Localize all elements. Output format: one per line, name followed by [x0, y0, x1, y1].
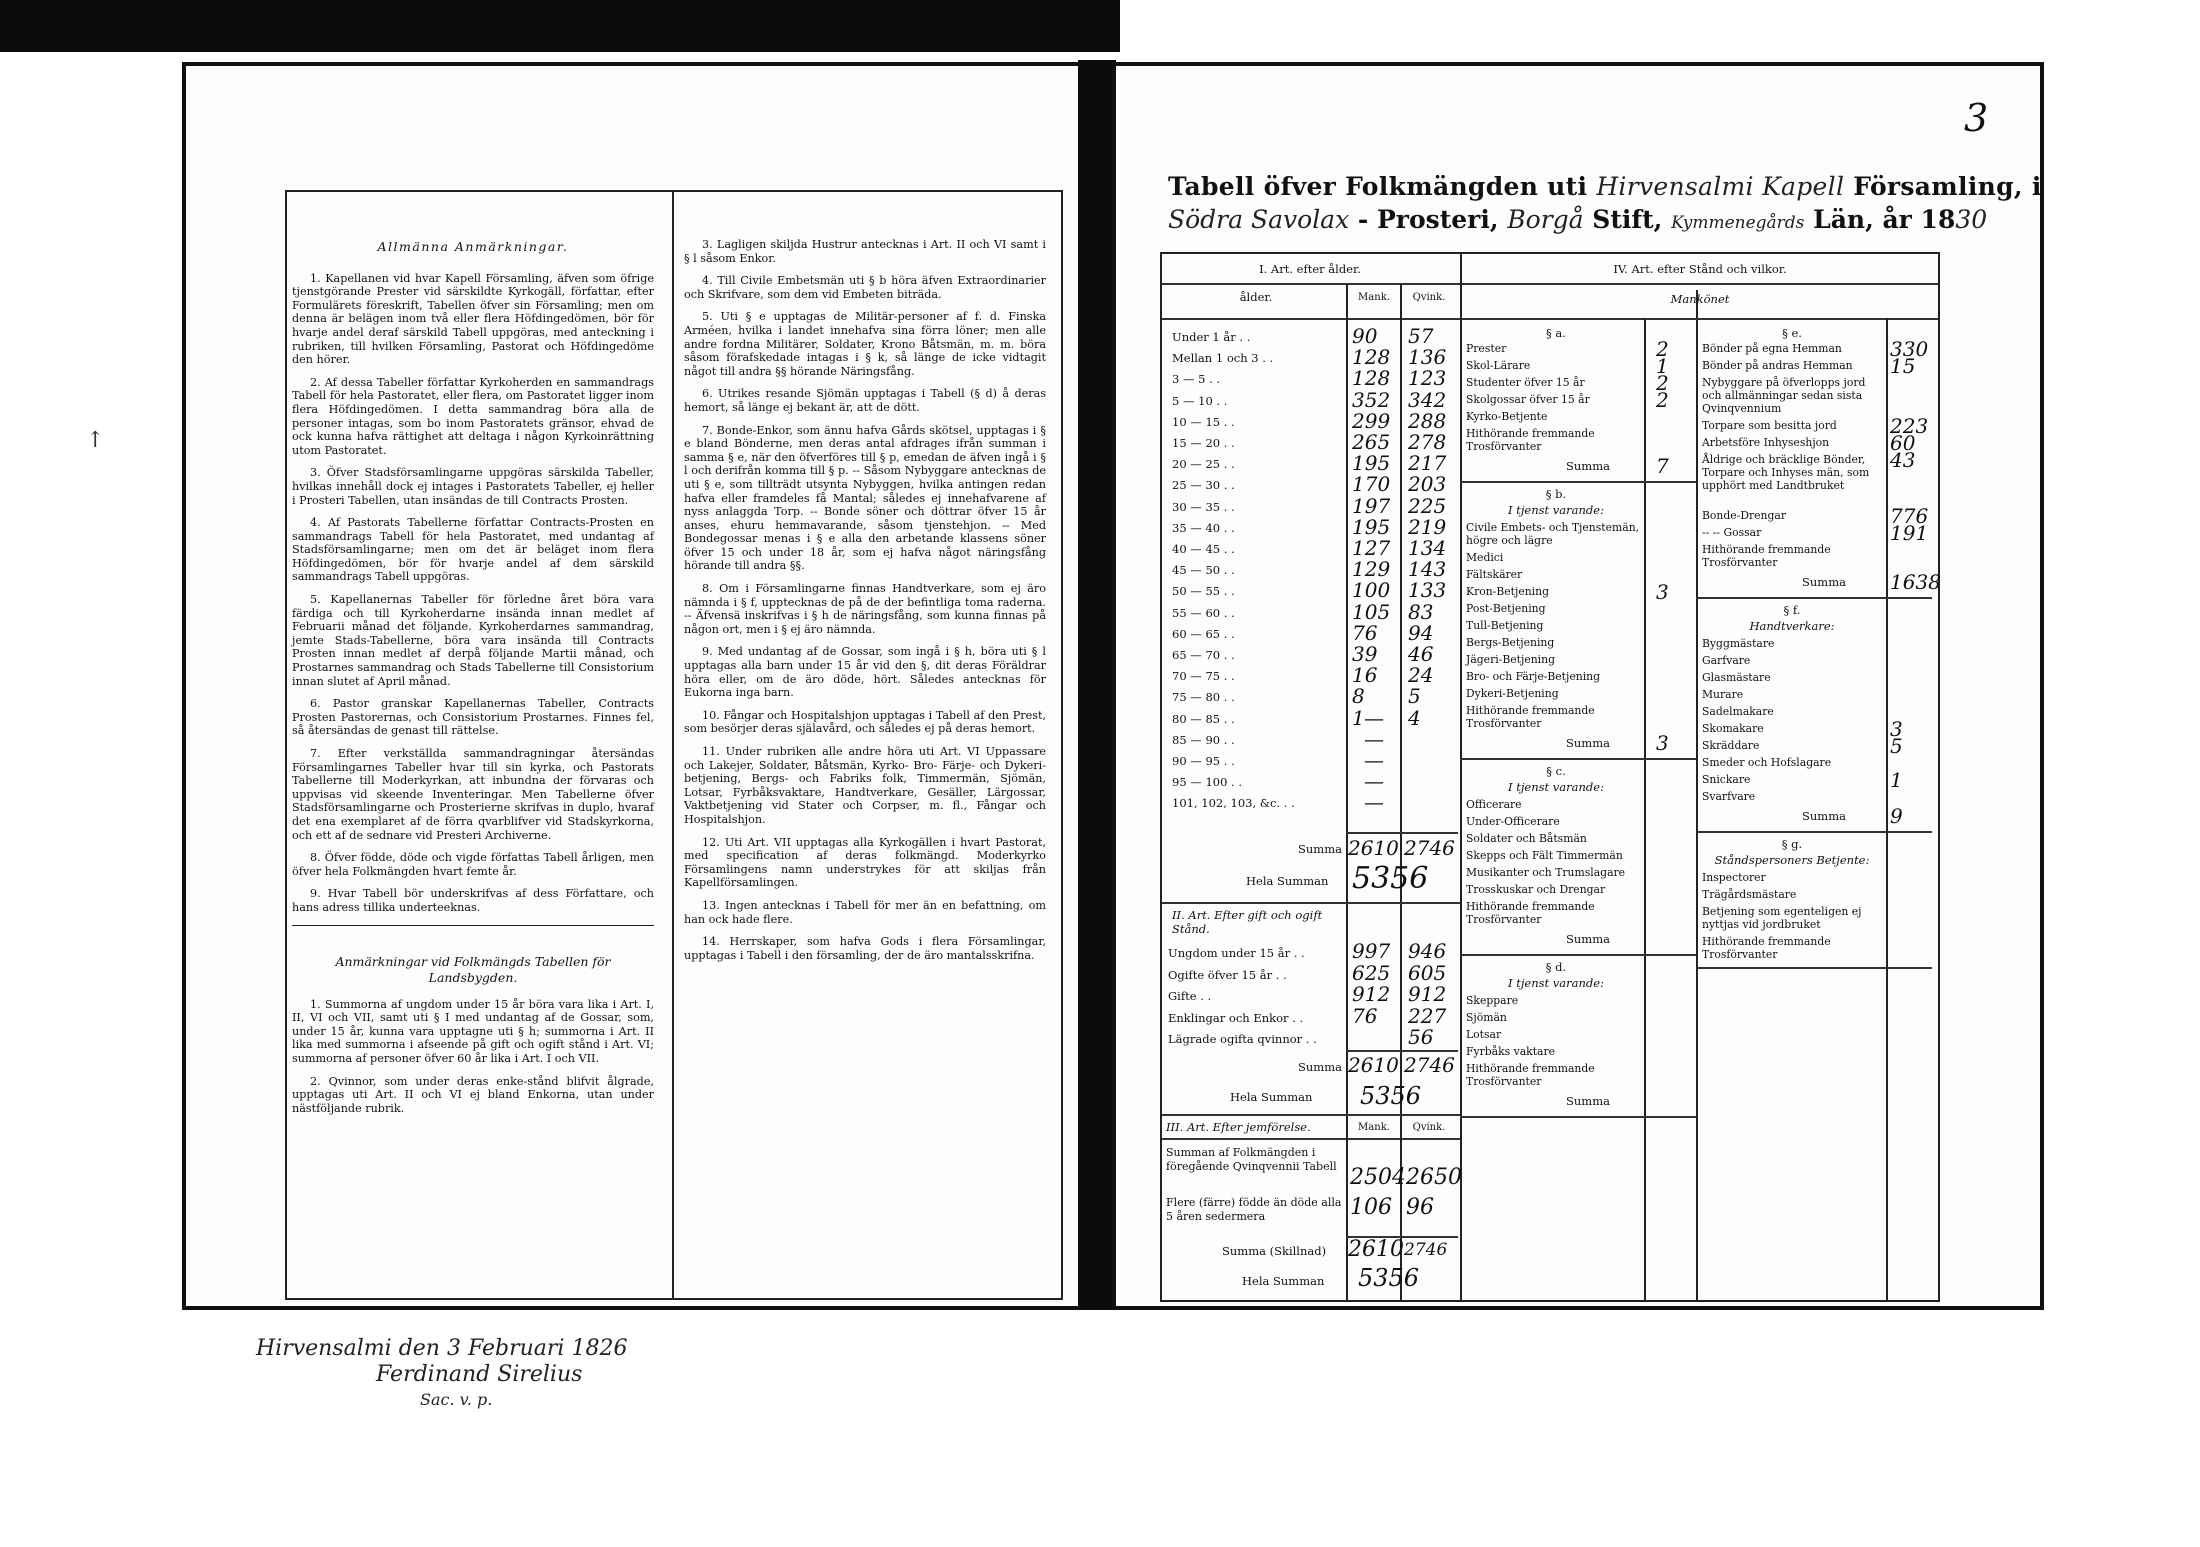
art3-col-q: Qvink.	[1412, 1122, 1446, 1133]
category-label: Bönder på andras Hemman	[1702, 359, 1853, 372]
category-label: Torpare som besitta jord	[1702, 419, 1837, 432]
general-notes-heading: Allmänna Anmärkningar.	[377, 239, 569, 254]
instruction-paragraph: 4. Till Civile Embetsmän uti § b höra äfven Extraordinarier och Skrifvare, som dem vid Embeten biträda.	[684, 274, 1046, 301]
art1-header: I. Art. efter ålder.	[1259, 262, 1361, 276]
male-count: 128	[1352, 366, 1391, 391]
category-label: Bro- och Färje-Betjening	[1466, 670, 1601, 683]
art1-summa-m: 2610	[1348, 836, 1399, 860]
section-summa-label-a: Summa	[1566, 459, 1610, 473]
category-label: Åldrige och bräcklige Bönder, Torpare och Inhyses män, som upphört med Landtbruket	[1702, 453, 1870, 492]
category-count: 1	[1890, 768, 1903, 792]
category-label: Skräddare	[1702, 739, 1760, 752]
section-subtitle-b: I tjenst varande:	[1508, 503, 1604, 517]
landsbygd-notes-heading: Anmärkningar vid Folkmängds Tabellen för Landsbygden.	[335, 953, 611, 985]
art1-colhead-rule	[1162, 318, 1460, 320]
art3-summa-q: 2746	[1404, 1240, 1448, 1260]
male-count: 625	[1352, 960, 1391, 985]
male-count: 2504	[1350, 1165, 1406, 1190]
category-label: Inspectorer	[1702, 871, 1766, 884]
section-summa-label-d: Summa	[1566, 1094, 1610, 1108]
age-group-label: 75 — 80 . .	[1172, 690, 1235, 705]
art4-mid-separator	[1696, 290, 1698, 1300]
section-title-g: § g.	[1781, 837, 1803, 851]
category-label: Medici	[1466, 551, 1504, 564]
scan-black-bar	[0, 0, 1120, 52]
female-count: 219	[1408, 514, 1447, 539]
category-count: 330	[1890, 337, 1929, 361]
male-count: 997	[1352, 939, 1391, 963]
art2-m-col-rule	[1346, 904, 1348, 1114]
art2-header: II. Art. Efter gift och ogift Stånd.	[1172, 908, 1323, 936]
female-count: 203	[1408, 472, 1447, 497]
table-bottom-rule	[1160, 1300, 1940, 1302]
female-count: 46	[1408, 642, 1434, 666]
blank-entry-dash: —	[1364, 769, 1384, 794]
signature-line-1: Hirvensalmi den 3 Februari 1826	[256, 1336, 628, 1361]
table-top-rule	[1160, 252, 1940, 254]
male-count: 105	[1352, 599, 1391, 624]
instruction-paragraph: 2. Af dessa Tabeller författar Kyrkoherden en sammandrags Tabell för hela Pastoratet, eller flera, om Pastoratet ligger inom flera Höfdingedömen. I detta sammandrag böra alla de personer intagas, som bo inom Pastoratets gränsor, ehvad de ock kunna hafva rättighet att deltaga i någon Kyrkoinrättning utom Pastoratet.	[292, 375, 654, 457]
male-count: 195	[1352, 451, 1391, 476]
male-count: 195	[1352, 514, 1391, 539]
category-label: Bönder på egna Hemman	[1702, 342, 1842, 355]
art1-header-rule	[1162, 283, 1460, 285]
art2-summa-label: Summa	[1298, 1060, 1342, 1074]
category-label: -- -- Gossar	[1702, 526, 1762, 539]
age-group-label: 101, 102, 103, &c. . .	[1172, 796, 1295, 811]
category-label: Skeppare	[1466, 994, 1519, 1007]
art1-col-m: Mank.	[1358, 292, 1390, 303]
age-group-label: 25 — 30 . .	[1172, 478, 1235, 493]
instruction-paragraph: 12. Uti Art. VII upptagas alla Kyrkogällen i hvart Pastorat, med specification af deras folkmängd. Moderkyrko Församlingens namn understrykes för att skiljas från Kapellförsamlingen.	[684, 835, 1046, 890]
age-group-label: 60 — 65 . .	[1172, 626, 1235, 641]
category-label: Dykeri-Betjening	[1466, 687, 1559, 700]
art4-subheader: Mankönet	[1670, 292, 1730, 306]
category-label: Murare	[1702, 688, 1744, 701]
age-group-label: 70 — 75 . .	[1172, 669, 1235, 684]
art4-header: IV. Art. efter Stånd och vilkor.	[1613, 262, 1787, 276]
art1-col-age: ålder.	[1239, 290, 1273, 304]
art1-summa-q: 2746	[1404, 836, 1455, 860]
category-label: Svarfvare	[1702, 790, 1756, 803]
age-group-label: Under 1 år . .	[1172, 330, 1251, 344]
category-count: 5	[1890, 734, 1903, 758]
category-label: Sadelmakare	[1702, 705, 1774, 718]
art1-summa-rule	[1346, 832, 1458, 834]
art3-m-col-rule	[1346, 1116, 1348, 1300]
female-count: 2650	[1406, 1165, 1462, 1190]
art3-header: III. Art. Efter jemförelse.	[1166, 1120, 1311, 1134]
category-label: Kron-Betjening	[1466, 585, 1550, 598]
category-label: Bergs-Betjening	[1466, 636, 1555, 649]
section-summa-value-f: 9	[1890, 804, 1903, 828]
prosteri-label: - Prosteri,	[1357, 205, 1499, 234]
instruction-paragraph: 10. Fångar och Hospitalshjon upptagas i Tabell af den Prest, som besörjer deras själavård, och således ej på deras hemort.	[684, 708, 1046, 736]
age-group-label: 50 — 55 . .	[1172, 584, 1235, 599]
instruction-paragraph: 13. Ingen antecknas i Tabell för mer än en befattning, om han ock hade flere.	[684, 898, 1046, 926]
female-count: 4	[1408, 705, 1421, 730]
instruction-paragraph: 6. Pastor granskar Kapellanernas Tabeller, Contracts Prosten Pastorernas, och Consistorium Prostarnes. Finnes fel, så återsändas de genast till rättelse.	[292, 697, 654, 738]
male-count: 352	[1352, 387, 1391, 412]
instruction-paragraph: 6. Utrikes resande Sjömän upptagas i Tabell (§ d) å deras hemort, så länge ej bekant är, att de dött.	[684, 387, 1046, 414]
section-title-e: § e.	[1782, 326, 1802, 340]
category-label: Skol-Lärare	[1466, 359, 1531, 372]
section-rule-f	[1696, 831, 1932, 833]
category-label: Studenter öfver 15 år	[1466, 376, 1585, 389]
age-group-label: 40 — 45 . .	[1172, 542, 1235, 556]
blank-entry-dash: —	[1364, 726, 1384, 751]
category-label: Skepps och Fält Timmermän	[1466, 849, 1623, 862]
category-label: Prester	[1466, 342, 1507, 355]
category-label: Hithörande fremmande Trosförvanter	[1702, 935, 1831, 961]
male-count: 16	[1352, 663, 1378, 688]
category-count: 15	[1890, 354, 1916, 378]
category-label: Snickare	[1702, 773, 1751, 786]
male-count: 76	[1352, 620, 1378, 645]
male-count: 76	[1352, 1003, 1378, 1028]
section-summa-label-b: Summa	[1566, 736, 1610, 750]
section-summa-value-a: 7	[1656, 454, 1669, 478]
margin-mark: ↑	[86, 428, 105, 453]
section-subtitle-f: Handtverkare:	[1749, 619, 1835, 633]
instruction-paragraph: 3. Öfver Stadsförsamlingarne uppgöras särskilda Tabeller, hvilkas innehåll dock ej intages i Pastoratets Tabeller, ej heller i Prosteri Tabellen, utan insändas de till Contracts Prosten.	[292, 466, 654, 507]
category-count: 2	[1656, 337, 1669, 361]
civil-status-label: Ungdom under 15 år . .	[1168, 946, 1305, 960]
section-rule-b	[1460, 758, 1696, 760]
title-suffix: Församling, i	[1853, 172, 2042, 201]
age-group-label: 95 — 100 . .	[1172, 775, 1243, 790]
category-label: Garfvare	[1702, 654, 1751, 667]
section-summa-value-e: 1638	[1890, 570, 1941, 594]
instruction-paragraph: 2. Qvinnor, som under deras enke-stånd blifvit ålgrade, upptagas uti Art. II och VI ej bland Enkorna, utan under nästföljande rubrik.	[292, 1074, 654, 1115]
category-label: Jägeri-Betjening	[1466, 653, 1556, 666]
category-count: 776	[1890, 504, 1929, 528]
female-count: 5	[1408, 684, 1421, 709]
comparison-label: Flere (färre) födde än döde alla 5 åren sedermera	[1166, 1196, 1342, 1223]
art2-bottom-rule	[1162, 1114, 1460, 1116]
art3-hela-value: 5356	[1358, 1264, 1420, 1292]
instruction-paragraph: 7. Bonde-Enkor, som ännu hafva Gårds skötsel, upptagas i § e bland Bönderne, men deras antal afdrages ifrån summan i samma § e, när den öfverföres till § p, emedan de äfven ingå i § l och derifrån komma till § p. -- Såsom Nybyggare antecknas de uti § e, som tillträdt utsynta Nybyggen, hvilka antingen redan hafva eller framdeles få Mantal; således ej innehafvarene af nyss anlaggda Torp. -- Bonde söner och döttrar öfver 15 år anses, ehuru hemmavarande, såsom tjenstehjon. -- Med Bondegossar menas i § e alla den arbetande klassens söner öfver 15 och under 18 år, som ej hafva något näringsfång hörande till andra §§.	[684, 423, 1046, 573]
category-label: Kyrko-Betjente	[1466, 410, 1548, 423]
female-count: 94	[1408, 620, 1434, 645]
age-group-label: 10 — 15 . .	[1172, 414, 1235, 429]
male-count: 100	[1352, 578, 1391, 603]
instruction-paragraph: 1. Summorna af ungdom under 15 år böra vara lika i Art. I, II, VI och VII, samt uti § I med undantag af de Gossar, som, under 15 år, kunna vara upptagne uti § h; summorna i Art. II lika med summorna i afseende på gift och ogift stånd i Art. VI; summorna af personer öfver 60 år lika i Art. I och VII.	[292, 997, 654, 1065]
category-count: 191	[1890, 521, 1929, 545]
category-count: 223	[1890, 414, 1929, 438]
age-group-label: 45 — 50 . .	[1172, 563, 1235, 578]
instruction-paragraph: 9. Med undantag af de Gossar, som ingå i § h, böra uti § l upptagas alla barn under 15 år vid den §, dit deras Föräldrar höra eller, om de äro döde, hört. Således antecknas för Eukorna inga barn.	[684, 645, 1046, 700]
male-count: 265	[1352, 430, 1391, 454]
female-count: 227	[1408, 1003, 1447, 1028]
blank-entry-dash: —	[1364, 748, 1384, 772]
art2-hela-value: 5356	[1360, 1082, 1422, 1110]
section-subtitle-d: I tjenst varande:	[1508, 976, 1604, 990]
section-rule-e	[1696, 597, 1932, 599]
stift-name: Borgå	[1507, 205, 1584, 234]
table-left-rule	[1160, 252, 1162, 1302]
male-count: 299	[1352, 408, 1391, 433]
age-group-label: 55 — 60 . .	[1172, 605, 1235, 620]
art1-art4-separator	[1460, 252, 1462, 1302]
female-count: 912	[1408, 982, 1447, 1006]
female-count: 123	[1408, 366, 1447, 391]
instruction-paragraph: 8. Öfver födde, döde och vigde författas Tabell årligen, men öfver hela Folkmängden hvart femte år.	[292, 851, 654, 878]
female-count: 96	[1406, 1195, 1434, 1220]
female-count: 57	[1408, 324, 1434, 348]
signature-line-3: Sac. v. p.	[420, 1390, 493, 1409]
male-count: 1	[1352, 705, 1365, 730]
male-count: 170	[1352, 472, 1391, 497]
section-title-a: § a.	[1546, 326, 1566, 340]
form-title-line-2	[1168, 205, 1987, 234]
instruction-paragraph: 4. Af Pastorats Tabellerne författar Contracts-Prosten en sammandrags Tabell för hela Pastoratet, med undantag af Stadsförsamlingarne; men om det är beläget inom flera Höfdingedömen, bör för hvarje andel af dem särskild sammandrags Tabell uppgöras.	[292, 516, 654, 584]
female-count: 134	[1408, 536, 1447, 560]
section-summa-label-e: Summa	[1802, 575, 1846, 589]
lan-name: Kymmenegårds	[1671, 213, 1805, 233]
title-prefix: Tabell öfver Folkmängden uti	[1168, 172, 1588, 201]
section-title-d: § d.	[1545, 960, 1567, 974]
region-name: Södra Savolax	[1168, 205, 1350, 234]
female-count: 83	[1408, 599, 1434, 624]
art3-summa-label: Summa (Skillnad)	[1222, 1244, 1327, 1258]
art2-hela-label: Hela Summan	[1230, 1090, 1313, 1104]
category-label: Tull-Betjening	[1466, 619, 1544, 632]
category-label: Lotsar	[1466, 1028, 1502, 1041]
stift-label: Stift,	[1592, 205, 1663, 234]
section-rule-d	[1460, 1116, 1696, 1118]
section-rule-g	[1696, 967, 1932, 969]
category-label: Post-Betjening	[1466, 602, 1546, 615]
art3-col-m: Mank.	[1358, 1122, 1390, 1133]
civil-status-label: Ogifte öfver 15 år . .	[1168, 967, 1287, 982]
male-count: 197	[1352, 493, 1391, 518]
category-label: Skomakare	[1702, 722, 1764, 735]
comparison-label: Summan af Folkmängden i föregående Qvinqvennii Tabell	[1166, 1146, 1337, 1173]
category-count: 2	[1656, 388, 1669, 412]
year-digits: 30	[1955, 205, 1988, 234]
instruction-paragraph: 7. Efter verkställda sammandragningar återsändas Församlingarnes Tabeller hvar till sin kyrka, och Pastorats Tabellerne till Moderkyrkan, att inbundna der förvaras och uppvisas vid skeende Inventeringar. Men Tabellerne öfver Stadsförsamlingarne och Prosterierne skrifvas in duplo, hvaraf det ena exemplaret af de förra qvarblifver vid Stadskyrkorna, och ett af de sednare vid Presteri Archiverne.	[292, 747, 654, 842]
male-count: 129	[1352, 557, 1391, 582]
category-count: 60	[1890, 431, 1916, 455]
male-count: 912	[1352, 982, 1391, 1006]
instruction-paragraph: 9. Hvar Tabell bör underskrifvas af dess Författare, och hans adress tillika underteeknas.	[292, 887, 654, 914]
signature-line-2: Ferdinand Sirelius	[376, 1362, 583, 1387]
civil-status-label: Gifte . .	[1168, 989, 1212, 1003]
category-label: Under-Officerare	[1466, 815, 1560, 828]
category-label: Hithörande fremmande Trosförvanter	[1702, 543, 1831, 569]
art3-summa-m: 2610	[1348, 1237, 1404, 1262]
instruction-paragraph: 5. Uti § e upptagas de Militär-personer af f. d. Finska Arméen, hvilka i landet innehafva sina förra löner; men alle andre fordna Militärer, Soldater, Krono Båtsmän, m. m. böra såsom förafskedade intagas i § k, så länge de icke vidtagit något till andra §§ hörande Näringsfång.	[684, 310, 1046, 378]
category-label: Fältskärer	[1466, 568, 1523, 581]
instructions-column-2	[684, 238, 1046, 971]
art4-header-rule	[1462, 283, 1938, 285]
category-label: Hithörande fremmande Trosförvanter	[1466, 900, 1595, 926]
female-count: 288	[1408, 408, 1447, 433]
category-count: 2	[1656, 371, 1669, 395]
category-label: Soldater och Båtsmän	[1466, 832, 1587, 845]
male-count: 39	[1352, 642, 1378, 666]
category-label: Byggmästare	[1702, 637, 1775, 650]
female-count: 217	[1408, 451, 1447, 476]
age-group-label: 20 — 25 . .	[1172, 457, 1235, 472]
instruction-paragraph: 8. Om i Församlingarne finnas Handtverkare, som ej äro nämnda i § f, upptecknas de på de der befintliga toma raderna. -- Äfvensä inskrifvas i § h de näringsfång, som kunna finnas på någon ort, men i § ej äro nämnda.	[684, 582, 1046, 636]
category-label: Officerare	[1466, 798, 1522, 811]
art1-col-q: Qvink.	[1412, 292, 1446, 303]
age-group-label: 30 — 35 . .	[1172, 499, 1235, 514]
category-count: 3	[1656, 580, 1669, 604]
category-count: 43	[1890, 448, 1916, 472]
age-group-label: 90 — 95 . .	[1172, 754, 1235, 768]
age-group-label: 15 — 20 . .	[1172, 436, 1235, 450]
art3-hela-label: Hela Summan	[1242, 1274, 1325, 1288]
category-label: Fyrbåks vaktare	[1466, 1045, 1556, 1058]
category-count: 1	[1656, 354, 1669, 378]
blank-entry-dash: —	[1364, 790, 1384, 815]
section-rule-c	[1460, 954, 1696, 956]
female-count: 133	[1408, 578, 1447, 603]
female-count: 605	[1408, 960, 1447, 985]
category-label: Glasmästare	[1702, 671, 1771, 684]
male-count: 127	[1352, 536, 1391, 560]
parish-name: Hirvensalmi Kapell	[1596, 172, 1845, 201]
female-count: 278	[1408, 430, 1447, 454]
category-label: Nybyggare på öfverlopps jord och allmänningar sedan sista Qvinqvennium	[1702, 376, 1866, 415]
instructions-column-1	[292, 234, 654, 1124]
blank-entry-dash: —	[1364, 705, 1384, 730]
female-count: 946	[1408, 939, 1447, 963]
female-count: 136	[1408, 345, 1447, 370]
age-group-label: Mellan 1 och 3 . .	[1172, 351, 1274, 366]
category-label: Civile Embets- och Tjenstemän, högre och lägre	[1466, 521, 1640, 547]
category-label: Bonde-Drengar	[1702, 509, 1787, 522]
female-count: 225	[1408, 493, 1447, 518]
art3-head-rule	[1162, 1138, 1460, 1140]
category-label: Hithörande fremmande Trosförvanter	[1466, 704, 1595, 730]
section-summa-label-c: Summa	[1566, 932, 1610, 946]
male-count: 106	[1350, 1195, 1392, 1220]
category-label: Hithörande fremmande Trosförvanter	[1466, 1062, 1595, 1088]
male-count: 8	[1352, 684, 1365, 709]
section-title-f: § f.	[1783, 603, 1801, 617]
lan-label: Län, år 18	[1813, 205, 1956, 234]
art4-subheader-rule	[1462, 318, 1938, 320]
section-subtitle-c: I tjenst varande:	[1508, 780, 1604, 794]
art4-rightval-col-rule	[1886, 318, 1888, 1300]
category-label: Hithörande fremmande Trosförvanter	[1466, 427, 1595, 453]
art1-summa-label: Summa	[1298, 842, 1342, 856]
section-title-c: § c.	[1546, 764, 1566, 778]
age-group-label: 80 — 85 . .	[1172, 711, 1235, 726]
page-number: 3	[1964, 96, 1989, 140]
art2-summa-q: 2746	[1404, 1053, 1455, 1077]
female-count: 24	[1408, 663, 1434, 688]
category-label: Smeder och Hofslagare	[1702, 756, 1832, 769]
female-count: 56	[1408, 1025, 1434, 1049]
male-count: 90	[1352, 324, 1378, 348]
age-group-label: 5 — 10 . .	[1172, 393, 1228, 408]
art4-leftval-col-rule	[1644, 318, 1646, 1300]
category-label: Betjening som egenteligen ej nyttjas vid jordbruket	[1702, 905, 1862, 931]
category-label: Trosskuskar och Drengar	[1466, 883, 1606, 896]
instruction-paragraph: 14. Herrskaper, som hafva Gods i flera Församlingar, upptagas i Tabell i den församling, der de äro mantalsskrifna.	[684, 935, 1046, 962]
art1-hela-label: Hela Summan	[1246, 874, 1329, 888]
section-summa-label-f: Summa	[1802, 809, 1846, 823]
category-label: Arbetsföre Inhyseshjon	[1702, 436, 1830, 449]
art2-summa-m: 2610	[1348, 1053, 1399, 1077]
numbered-notes-list	[684, 238, 1046, 962]
instruction-paragraph: 3. Lagligen skiljda Hustrur antecknas i Art. II och VI samt i § l såsom Enkor.	[684, 238, 1046, 265]
instruction-paragraph: 11. Under rubriken alle andre höra uti Art. VI Uppassare och Lakejer, Soldater, Båtsmän, Kyrko- Bro- Färje- och Dykeri-betjening, Bergs- och Fabriks folk, Timmermän, Sjömän, Lotsar, Fyrbåksvaktare, Handtverkare, Gesäller, Lärgossar, Vaktbetjening vid Stater och Corpser, m. fl., Fångar och Hospitalshjon.	[684, 745, 1046, 826]
instruction-paragraph: 5. Kapellanernas Tabeller för förledne året böra vara färdiga och till Kyrkoherdarne insända innan medlet af Februarii månad det följande. Kyrkoherdarnes sammandrag, jemte Stads-Tabellerne, böra vara insända till Contracts Prosten innan medlet af derpå följande Martii månad, och Prostarnes sammandrag och Stads Tabellerne till Consistorium innan slutet af April månad.	[292, 593, 654, 688]
age-group-label: 3 — 5 . .	[1172, 372, 1221, 387]
art1-bottom-rule	[1162, 902, 1460, 904]
category-label: Skolgossar öfver 15 år	[1466, 393, 1590, 406]
landsbygd-notes-list	[292, 998, 654, 1116]
section-title-b: § b.	[1545, 487, 1567, 501]
art1-m-col-rule	[1346, 284, 1348, 904]
civil-status-label: Enklingar och Enkor . .	[1168, 1010, 1304, 1025]
table-right-rule	[1938, 252, 1940, 1302]
age-group-label: 85 — 90 . .	[1172, 732, 1235, 747]
age-group-label: 35 — 40 . .	[1172, 520, 1235, 535]
category-label: Musikanter och Trumslagare	[1466, 866, 1626, 879]
book-spine	[1078, 60, 1116, 1310]
female-count: 342	[1408, 387, 1447, 412]
instruction-paragraph: 1. Kapellanen vid hvar Kapell Församling, äfven som öfrige tjenstgörande Prester vid särskildte Kyrkogäll, författar, efter Formulärets föreskrift, Tabellen öfver sin Församling; men om denna är belägen inom två eller flera Höfdingedömen, bör för hvarje andel deraf särskild Tabell uppgöras, med anteckning i rubriken, till hvilken Församling, Pastorat och Höfdingedöme den hörer.	[292, 271, 654, 367]
left-column-separator	[672, 190, 674, 1300]
category-label: Trägårdsmästare	[1702, 888, 1797, 901]
age-group-label: 65 — 70 . .	[1172, 648, 1235, 662]
form-title-line-1	[1168, 172, 2042, 201]
art1-q-col-rule	[1400, 284, 1402, 904]
general-notes-list	[292, 272, 654, 915]
civil-status-label: Lägrade ogifta qvinnor . .	[1168, 1032, 1317, 1046]
section-rule-a	[1460, 481, 1696, 483]
art1-hela-value: 5356	[1352, 861, 1429, 896]
female-count: 143	[1408, 557, 1447, 582]
section-divider	[292, 925, 654, 926]
section-subtitle-g: Ståndspersoners Betjente:	[1714, 853, 1870, 867]
category-label: Sjömän	[1466, 1011, 1507, 1024]
art2-summa-rule	[1346, 1050, 1458, 1052]
section-summa-value-b: 3	[1656, 731, 1669, 755]
category-count: 3	[1890, 717, 1903, 741]
male-count: 128	[1352, 345, 1391, 370]
